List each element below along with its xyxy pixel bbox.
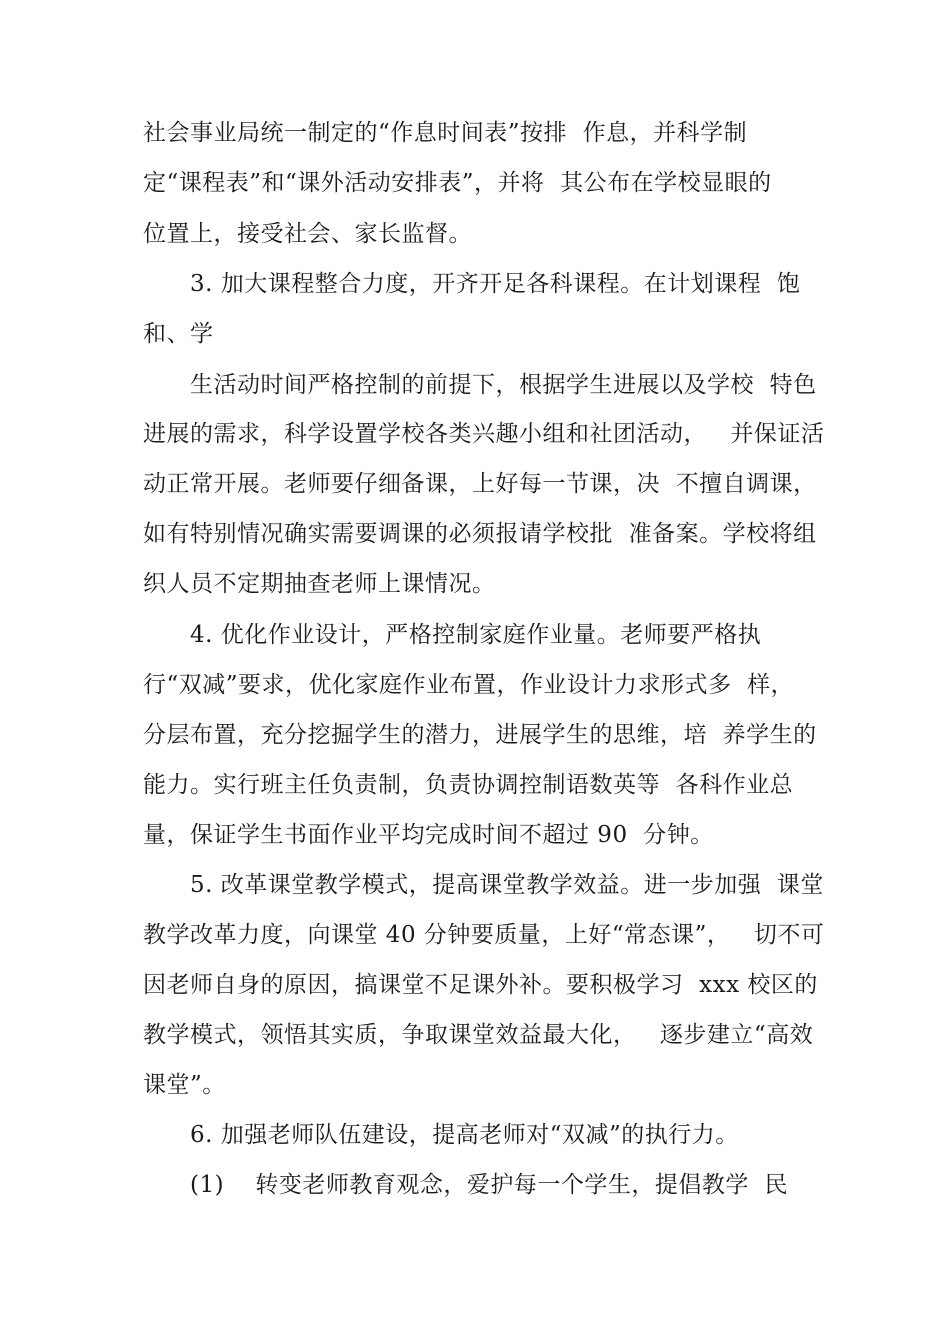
paragraph-line: 3. 加大课程整合力度，开齐开足各科课程。在计划课程 饱 xyxy=(190,271,801,297)
paragraph-line: 进展的需求，科学设置学校各类兴趣小组和社团活动， 并保证活 xyxy=(143,421,825,447)
paragraph-line: 4. 优化作业设计，严格控制家庭作业量。老师要严格执 xyxy=(190,622,762,648)
paragraph-line: 行“双减”要求，优化家庭作业布置，作业设计力求形式多 样， xyxy=(143,672,795,698)
paragraph-line: 量，保证学生书面作业平均完成时间不超过 90 分钟。 xyxy=(143,822,714,848)
paragraph-line: 5. 改革课堂教学模式，提高课堂教学效益。进一步加强 课堂 xyxy=(190,872,824,898)
paragraph-line: 因老师自身的原因，搞课堂不足课外补。要积极学习 xxx 校区的 xyxy=(143,972,818,998)
paragraph-line: 教学改革力度，向课堂 40 分钟要质量，上好“常态课”， 切不可 xyxy=(143,922,825,948)
paragraph-line: 教学模式，领悟其实质，争取课堂效益最大化， 逐步建立“高效 xyxy=(143,1022,814,1048)
paragraph-line: 和、学 xyxy=(143,321,214,347)
paragraph-line: 如有特别情况确实需要调课的必须报请学校批 准备案。学校将组 xyxy=(143,521,817,547)
paragraph-line: 织人员不定期抽查老师上课情况。 xyxy=(143,571,496,597)
paragraph-line: 6. 加强老师队伍建设，提高老师对“双减”的执行力。 xyxy=(190,1122,739,1148)
paragraph-line: (1) 转变老师教育观念，爱护每一个学生，提倡教学 民 xyxy=(190,1172,788,1198)
paragraph-line: 生活动时间严格控制的前提下，根据学生进展以及学校 特色 xyxy=(190,372,817,398)
paragraph-line: 能力。实行班主任负责制，负责协调控制语数英等 各科作业总 xyxy=(143,772,794,798)
paragraph-line: 位置上，接受社会、家长监督。 xyxy=(143,221,472,247)
paragraph-line: 定“课程表”和“课外活动安排表”，并将 其公布在学校显眼的 xyxy=(143,170,772,196)
paragraph-line: 社会事业局统一制定的“作息时间表”按排 作息，并科学制 xyxy=(143,120,748,146)
paragraph-line: 动正常开展。老师要仔细备课，上好每一节课，决 不擅自调课， xyxy=(143,471,817,497)
paragraph-line: 课堂”。 xyxy=(143,1072,226,1098)
paragraph-line: 分层布置，充分挖掘学生的潜力，进展学生的思维，培 养学生的 xyxy=(143,722,817,748)
